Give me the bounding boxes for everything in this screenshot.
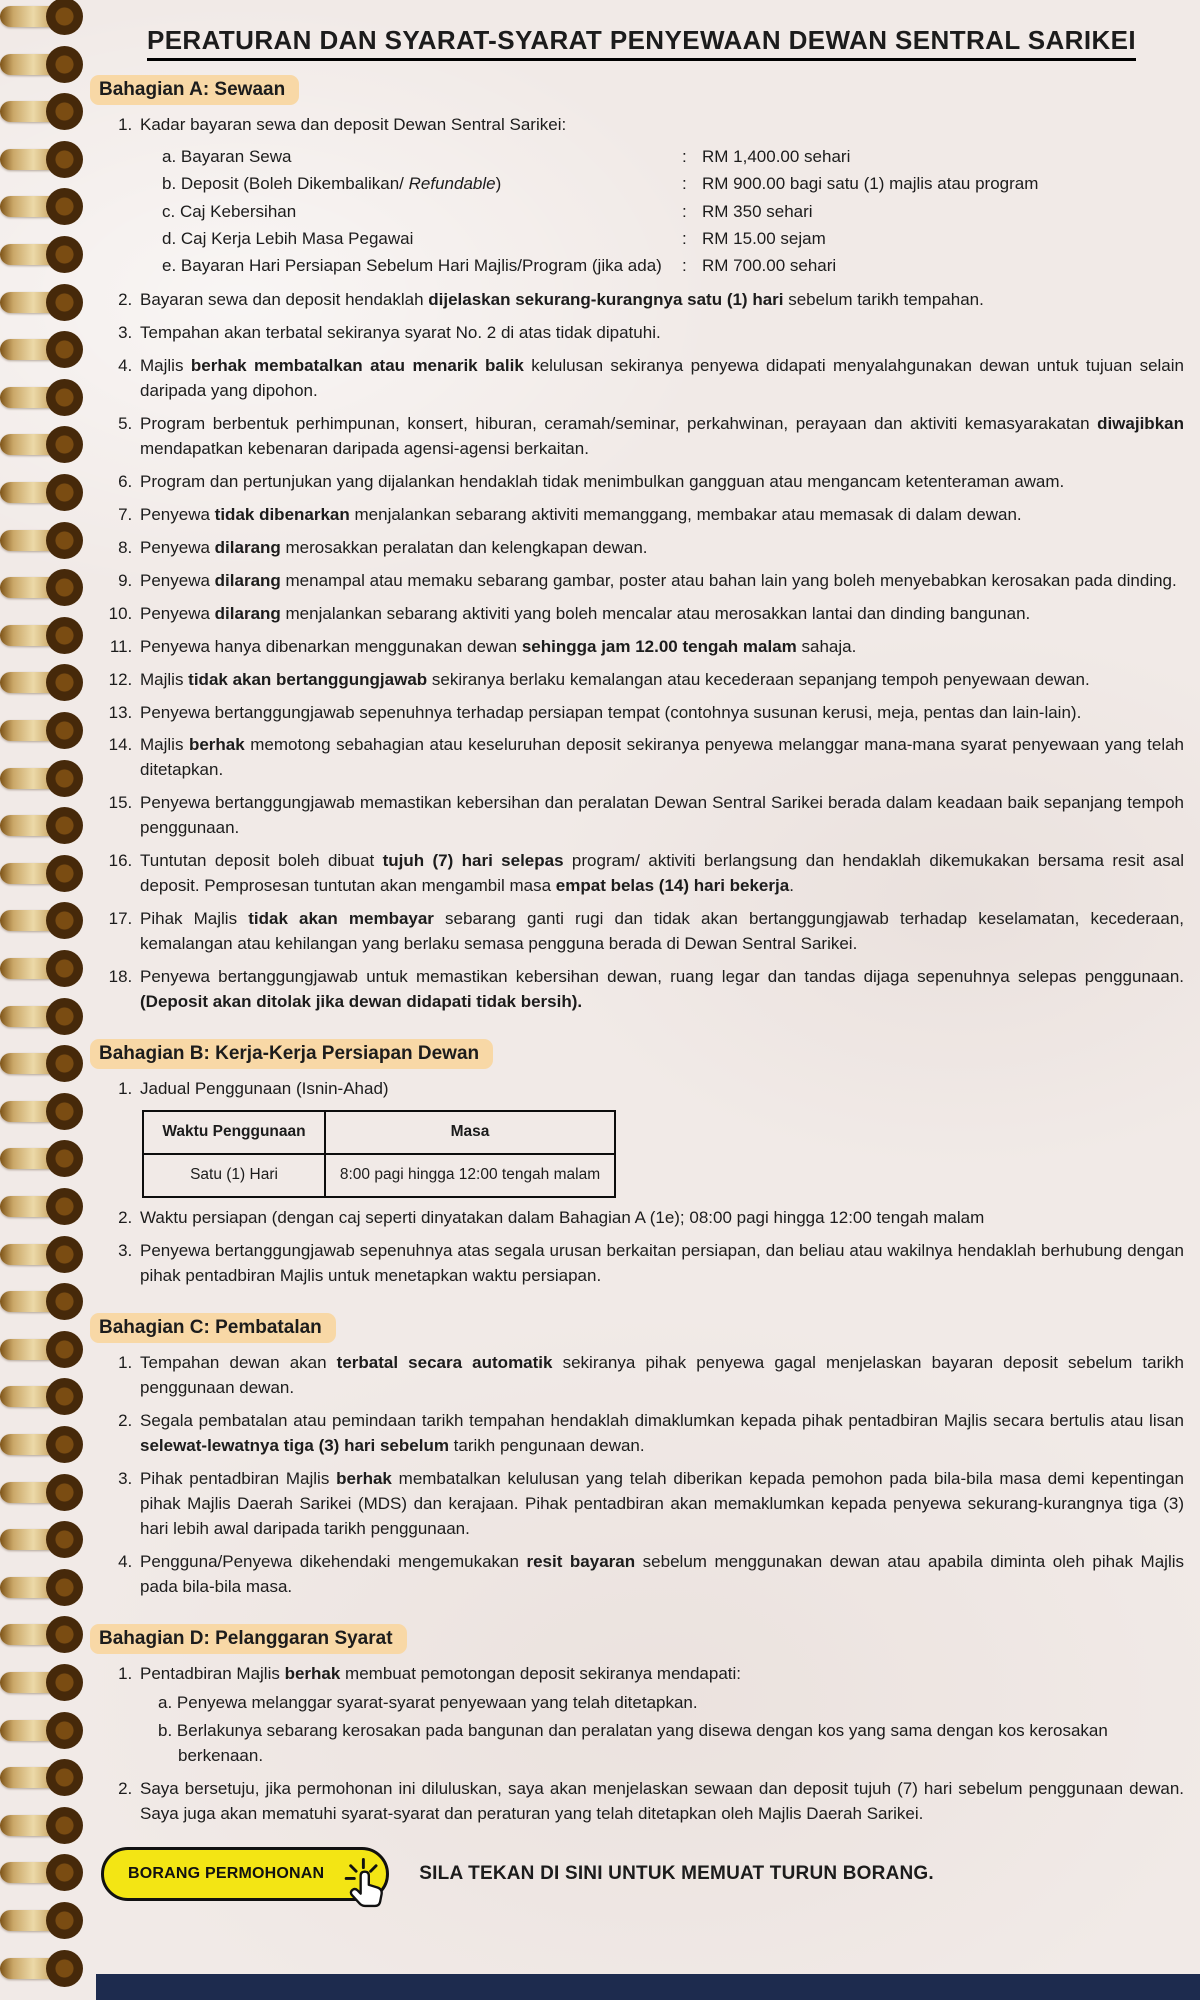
rule-item [137, 907, 1184, 957]
section-c-list [99, 1351, 1184, 1600]
download-instruction-text: SILA TEKAN DI SINI UNTUK MEMUAT TURUN BORANG. [419, 1862, 934, 1884]
spiral-ring [0, 1910, 74, 1931]
page-title [99, 20, 1184, 57]
column-header: Masa [325, 1111, 615, 1154]
fee-separator: : [682, 146, 687, 166]
table-cell: Satu (1) Hari [143, 1154, 325, 1197]
rule-text: Program dan pertunjukan yang dijalankan hendaklah tidak menimbulkan gangguan atau mengancam ketenteraman awam. [140, 471, 1065, 491]
section-c [99, 1313, 1184, 1600]
spiral-ring [0, 530, 74, 551]
table-row [143, 1154, 615, 1197]
rule-item [137, 470, 1184, 495]
rule-item [137, 503, 1184, 528]
fee-separator: : [682, 256, 687, 276]
rule-item [137, 321, 1184, 346]
fee-label: e. Bayaran Hari Persiapan Sebelum Hari Majlis/Program (jika ada) [162, 256, 662, 276]
fee-separator: : [682, 174, 687, 194]
rule-text: Majlis tidak akan bertanggungjawab sekiranya berlaku kemalangan atau kecederaan sepanjang tempoh penyewaan dewan. [140, 669, 1090, 689]
rule-text: Pentadbiran Majlis berhak membuat pemotongan deposit sekiranya mendapati: [140, 1663, 742, 1683]
rule-item [137, 354, 1184, 404]
rule-text: Majlis berhak memotong sebahagian atau keseluruhan deposit sekiranya penyewa melanggar mana-mana syarat penyewaan yang telah ditetapkan. [140, 735, 1185, 780]
rule-item [137, 701, 1184, 726]
rule-text: Pihak pentadbiran Majlis berhak membatalkan kelulusan yang telah diberikan kepada pemohon pada bila-bila masa demi kepentingan pihak Majlis Daerah Sarikei (MDS) dan kerajaan. Pihak pentadbiran akan memaklumkan kepada penyewa sekurang-kurangnya tiga (3) hari lebih awal daripada tarikh penggunaan. [140, 1468, 1184, 1538]
section-a [99, 75, 1184, 1015]
rule-item [137, 113, 1184, 280]
rule-text: Saya bersetuju, jika permohonan ini diluluskan, saya akan menjelaskan sewaan dan deposit tujuh (7) hari sebelum penggunaan dewan. Saya juga akan mematuhi syarat-syarat dan peraturan yang telah ditetapkan oleh Majlis Daerah Sarikei. [140, 1778, 1184, 1823]
section-b-list [99, 1077, 1184, 1289]
usage-schedule-table [142, 1110, 616, 1198]
fee-row [162, 253, 1184, 279]
button-label: BORANG PERMOHONAN [128, 1864, 325, 1882]
rule-text: Penyewa bertanggungjawab untuk memastikan kebersihan dewan, ruang legar dan tandas dijaga sepenuhnya selepas penggunaan. (Deposit akan ditolak jika dewan didapati tidak bersih). [140, 967, 1184, 1012]
spiral-ring [0, 1006, 74, 1027]
spiral-ring [0, 1720, 74, 1741]
rule-text: Penyewa tidak dibenarkan menjalankan sebarang aktiviti memanggang, membakar atau memasak di dalam dewan. [140, 504, 1022, 524]
spiral-binding [0, 0, 96, 2000]
spiral-ring [0, 1529, 74, 1550]
spiral-ring [0, 54, 74, 75]
fee-schedule [162, 144, 1184, 280]
rule-item [137, 635, 1184, 660]
column-header: Waktu Penggunaan [143, 1111, 325, 1154]
section-d-heading: Bahagian D: Pelanggaran Syarat [90, 1624, 407, 1654]
spiral-ring [0, 1339, 74, 1360]
spiral-ring [0, 1815, 74, 1836]
fee-label: d. Caj Kerja Lebih Masa Pegawai [162, 229, 414, 249]
fee-label: a. Bayaran Sewa [162, 146, 292, 166]
page-title-text: PERATURAN DAN SYARAT-SYARAT PENYEWAAN DEWAN SENTRAL SARIKEI [147, 25, 1136, 61]
section-b [99, 1039, 1184, 1289]
fee-value: RM 900.00 bagi satu (1) majlis atau program [702, 174, 1039, 194]
rule-text: Jadual Penggunaan (Isnin-Ahad) [140, 1079, 389, 1099]
spiral-ring [0, 482, 74, 503]
spiral-ring [0, 1672, 74, 1693]
spiral-ring [0, 1577, 74, 1598]
spiral-ring [0, 196, 74, 217]
rule-text: Bayaran sewa dan deposit hendaklah dijelaskan sekurang-kurangnya satu (1) hari sebelum tarikh tempahan. [140, 289, 984, 309]
rule-text: Tempahan dewan akan terbatal secara automatik sekiranya pihak penyewa gagal menjelaskan bayaran deposit sebelum tarikh penggunaan dewan. [140, 1352, 1184, 1397]
section-b-heading: Bahagian B: Kerja-Kerja Persiapan Dewan [90, 1039, 493, 1069]
rule-item [137, 288, 1184, 313]
tap-click-icon [338, 1854, 396, 1912]
rule-item [137, 1467, 1184, 1542]
rule-item [137, 1409, 1184, 1459]
spiral-ring [0, 101, 74, 122]
rule-text: Pihak Majlis tidak akan membayar sebarang ganti rugi dan tidak akan bertanggungjawab terhadap keselamatan, kecederaan, kemalangan atau kehilangan yang berlaku semasa pengguna berada di Dewan Sentral Sarikei. [140, 909, 1185, 954]
fee-separator: : [682, 201, 687, 221]
spiral-ring [0, 1482, 74, 1503]
rule-text: Penyewa bertanggungjawab sepenuhnya atas segala urusan berkaitan persiapan, dan beliau atau wakilnya hendaklah berhubung dengan pihak pentadbiran Majlis untuk menetapkan waktu persiapan. [140, 1240, 1184, 1285]
rule-item [137, 536, 1184, 561]
rule-text: Kadar bayaran sewa dan deposit Dewan Sentral Sarikei: [140, 115, 567, 134]
rule-text: Tuntutan deposit boleh dibuat tujuh (7) hari selepas program/ aktiviti berlangsung dan hendaklah dikemukakan bersama resit asal deposit. Pemprosesan tuntutan akan mengambil masa empat belas (14) hari bekerja. [140, 851, 1184, 896]
rule-item [137, 1077, 1184, 1198]
fee-value: RM 700.00 sehari [702, 256, 837, 276]
spiral-ring [0, 720, 74, 741]
rule-item [137, 849, 1184, 899]
rule-item [137, 1777, 1184, 1827]
rule-item [137, 602, 1184, 627]
spiral-ring [0, 1624, 74, 1645]
rule-text: Segala pembatalan atau pemindaan tarikh tempahan hendaklah dimaklumkan kepada pihak pentadbiran Majlis secara bertulis atau lisan selewat-lewatnya tiga (3) hari sebelum tarikh pengunaan dewan. [140, 1410, 1184, 1455]
fee-value: RM 1,400.00 sehari [702, 146, 851, 166]
rule-text: Penyewa bertanggungjawab memastikan kebersihan dan peralatan Dewan Sentral Sarikei berada dalam keadaan baik sepanjang tempoh penggunaan. [140, 793, 1184, 838]
rule-item [137, 668, 1184, 693]
spiral-ring [0, 339, 74, 360]
spiral-ring [0, 768, 74, 789]
spiral-ring [0, 1148, 74, 1169]
spiral-ring [0, 1101, 74, 1122]
fee-value: RM 350 sehari [702, 201, 813, 221]
document-content [99, 16, 1184, 1901]
rule-text: Waktu persiapan (dengan caj seperti dinyatakan dalam Bahagian A (1e); 08:00 pagi hingga 12:00 tengah malam [140, 1207, 985, 1227]
rule-item [137, 1662, 1184, 1769]
fee-row [162, 226, 1184, 252]
section-d-list [99, 1662, 1184, 1827]
rule-text: Penyewa hanya dibenarkan menggunakan dewan sehingga jam 12.00 tengah malam sahaja. [140, 636, 857, 656]
rule-text: Penyewa bertanggungjawab sepenuhnya terhadap persiapan tempat (contohnya susunan kerusi, meja, pentas dan lain-lain). [140, 702, 1082, 722]
section-a-list [99, 113, 1184, 1015]
spiral-ring [0, 672, 74, 693]
spiral-ring [0, 434, 74, 455]
section-c-heading: Bahagian C: Pembatalan [90, 1313, 336, 1343]
sub-item-list [158, 1691, 1184, 1769]
rule-text: Pengguna/Penyewa dikehendaki mengemukakan resit bayaran sebelum menggunakan dewan atau apabila diminta oleh pihak Majlis pada bila-bila masa. [140, 1551, 1184, 1596]
spiral-ring [0, 1244, 74, 1265]
fee-label: b. Deposit (Boleh Dikembalikan/ Refundable) [162, 174, 502, 194]
spiral-ring [0, 1291, 74, 1312]
spiral-ring [0, 1767, 74, 1788]
footer-bar [96, 1974, 1200, 2000]
spiral-ring [0, 292, 74, 313]
rule-text: Penyewa dilarang menjalankan sebarang aktiviti yang boleh mencalar atau merosakkan lantai dan dinding bangunan. [140, 603, 1031, 623]
fee-label: c. Caj Kebersihan [162, 201, 297, 221]
table-cell: 8:00 pagi hingga 12:00 tengah malam [325, 1154, 615, 1197]
rule-item [137, 412, 1184, 462]
rule-text: Penyewa dilarang merosakkan peralatan dan kelengkapan dewan. [140, 537, 648, 557]
spiral-ring [0, 863, 74, 884]
spiral-ring [0, 1053, 74, 1074]
rule-item [137, 1206, 1184, 1231]
fee-value: RM 15.00 sejam [702, 229, 826, 249]
rule-item [137, 965, 1184, 1015]
sub-item: a. Penyewa melanggar syarat-syarat penyewaan yang telah ditetapkan. [158, 1692, 698, 1712]
rule-text: Program berbentuk perhimpunan, konsert, hiburan, ceramah/seminar, perkahwinan, perayaan dan aktiviti kemasyarakatan diwajibkan mendapatkan kebenaran daripada agensi-agensi berkaitan. [140, 413, 1184, 458]
spiral-ring [0, 910, 74, 931]
spiral-ring [0, 149, 74, 170]
rule-item [137, 791, 1184, 841]
spiral-ring [0, 577, 74, 598]
rule-item [137, 1239, 1184, 1289]
spiral-ring [0, 625, 74, 646]
section-d [99, 1624, 1184, 1827]
footer-row [101, 1847, 1184, 1901]
spiral-ring [0, 1434, 74, 1455]
fee-separator: : [682, 229, 687, 249]
rule-item [137, 1351, 1184, 1401]
spiral-ring [0, 815, 74, 836]
fee-row [162, 171, 1184, 197]
rule-item [137, 1550, 1184, 1600]
spiral-ring [0, 1386, 74, 1407]
spiral-ring [0, 244, 74, 265]
fee-row [162, 199, 1184, 225]
fee-row [162, 144, 1184, 170]
spiral-ring [0, 1862, 74, 1883]
rule-text: Majlis berhak membatalkan atau menarik balik kelulusan sekiranya penyewa didapati menyalahgunakan dewan untuk tujuan selain daripada yang dipohon. [140, 355, 1184, 400]
spiral-ring [0, 1196, 74, 1217]
spiral-ring [0, 387, 74, 408]
spiral-ring [0, 1958, 74, 1979]
sub-item: b. Berlakunya sebarang kerosakan pada bangunan dan peralatan yang disewa dengan kos yang sama dengan kos kerosakan berkenaan. [158, 1720, 1108, 1765]
rule-text: Penyewa dilarang menampal atau memaku sebarang gambar, poster atau bahan lain yang boleh menyebabkan kerosakan pada dinding. [140, 570, 1177, 590]
rule-item [137, 733, 1184, 783]
rule-text: Tempahan akan terbatal sekiranya syarat No. 2 di atas tidak dipatuhi. [140, 322, 661, 342]
borang-permohonan-download-button[interactable] [101, 1847, 389, 1901]
spiral-ring [0, 958, 74, 979]
rule-item [137, 569, 1184, 594]
section-a-heading: Bahagian A: Sewaan [90, 75, 299, 105]
spiral-ring [0, 6, 74, 27]
